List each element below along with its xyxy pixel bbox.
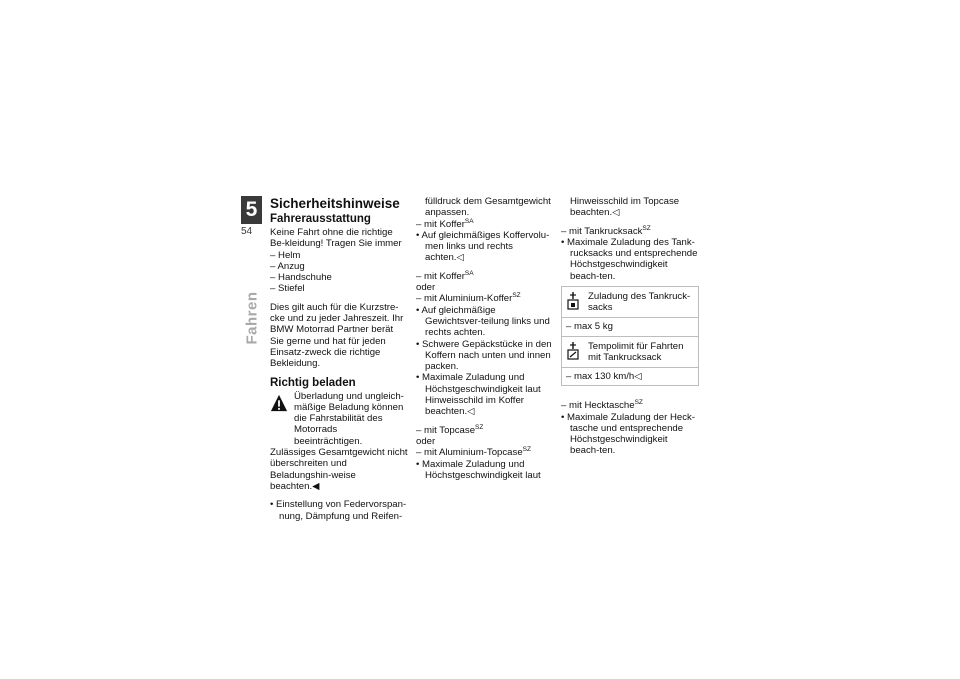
option-alu-koffer: – mit Aluminium-Koffer$^{SZ}$ <box>416 292 521 305</box>
spec-box-title: Zuladung des Tankruck-sacks <box>588 291 691 314</box>
option-koffer: – mit Koffer$^{SA}$ <box>416 217 474 230</box>
gear-item: – Helm <box>270 249 301 261</box>
option-code: SZ <box>634 399 643 407</box>
bullet-item: • Maximale Zuladung und Höchstgeschwindigkeit laut <box>416 458 541 481</box>
chapter-number: 5 <box>241 196 262 224</box>
option-code: SZ <box>522 446 531 454</box>
gear-note: Dies gilt auch für die Kurzstre-cke und zu jeder Jahreszeit. Ihr BMW Motorrad Partner berät Sie gerne und hat für jeden Einsatz-zweck die richtige Bekleidung. <box>270 301 404 370</box>
column-1 <box>270 196 408 522</box>
bullet-item: • Auf gleichmäßige Gewichtsver-teilung links und rechts achten. <box>416 304 550 339</box>
page-number: 54 <box>241 226 253 237</box>
spec-box-value: – max 5 kg <box>566 321 613 333</box>
or-label: oder <box>416 435 436 447</box>
gear-item: – Stiefel <box>270 283 305 295</box>
chapter-title: Fahren <box>243 291 261 345</box>
chapter-tab <box>241 196 262 237</box>
bullet-item: • Maximale Zuladung und Höchstgeschwindigkeit laut Hinweisschild im Koffer beachten.◁ <box>416 372 541 418</box>
continued-text: fülldruck dem Gesamtgewicht anpassen. <box>425 196 551 219</box>
gear-item: – Anzug <box>270 260 305 272</box>
warning-icon <box>270 394 288 412</box>
option-alu-topcase: – mit Aluminium-Topcase$^{SZ}$ <box>416 446 531 459</box>
warning-text-2: Zulässiges Gesamtgewicht nicht überschreiten und Beladungshin-weise beachten.◀ <box>270 447 408 492</box>
spec-box-payload <box>561 286 699 337</box>
bullet-item: • Einstellung von Federvorspan-nung, Dämpfung und Reifen- <box>270 499 407 522</box>
subheading-rider-gear: Fahrerausstattung <box>270 213 371 225</box>
spec-box-header <box>562 287 698 318</box>
warning-text: Überladung und ungleich-mäßige Beladung können die Fahrstabilität des Motorrads beeinträchtigen. <box>294 390 404 447</box>
spec-box-header <box>562 337 698 368</box>
spec-box-value: – max 130 km/h◁ <box>566 370 642 382</box>
bullet-item: • Maximale Zuladung der Heck-tasche und entsprechende Höchstgeschwindigkeit beach-ten. <box>561 411 696 457</box>
option-code: SA <box>464 269 474 277</box>
continued-text: Hinweisschild im Topcase beachten.◁ <box>570 196 680 219</box>
option-code: SA <box>464 217 474 225</box>
spec-box-title: Tempolimit für Fahrten mit Tankrucksack <box>588 340 684 363</box>
bullet-item: • Maximale Zuladung des Tank-rucksacks und entsprechende Höchstgeschwindigkeit beach-ten. <box>561 236 698 282</box>
weight-icon <box>566 291 588 314</box>
option-code: SZ <box>475 423 484 431</box>
speed-limit-icon <box>566 341 588 364</box>
option-koffer: – mit Koffer$^{SA}$ <box>416 269 474 282</box>
gear-intro: Keine Fahrt ohne die richtige Be-kleidung! Tragen Sie immer <box>270 227 402 250</box>
option-code: SZ <box>512 292 521 300</box>
option-topcase: – mit Topcase$^{SZ}$ <box>416 423 484 436</box>
option-hecktasche: – mit Hecktasche$^{SZ}$ <box>561 399 643 412</box>
section-title: Sicherheitshinweise <box>270 196 400 211</box>
bullet-item: • Auf gleichmäßiges Koffervolu-men links und rechts achten.◁ <box>416 229 550 264</box>
column-3 <box>561 196 699 457</box>
column-2 <box>416 196 554 481</box>
option-tankrucksack: – mit Tankrucksack$^{SZ}$ <box>561 224 651 237</box>
warning-block <box>270 391 408 447</box>
subheading-loading: Richtig beladen <box>270 376 356 389</box>
spec-box-speed <box>561 337 699 387</box>
option-code: SZ <box>642 224 651 232</box>
bullet-item: • Schwere Gepäckstücke in den Koffern nach unten und innen packen. <box>416 338 552 373</box>
gear-item: – Handschuhe <box>270 272 332 284</box>
or-label: oder <box>416 282 436 294</box>
